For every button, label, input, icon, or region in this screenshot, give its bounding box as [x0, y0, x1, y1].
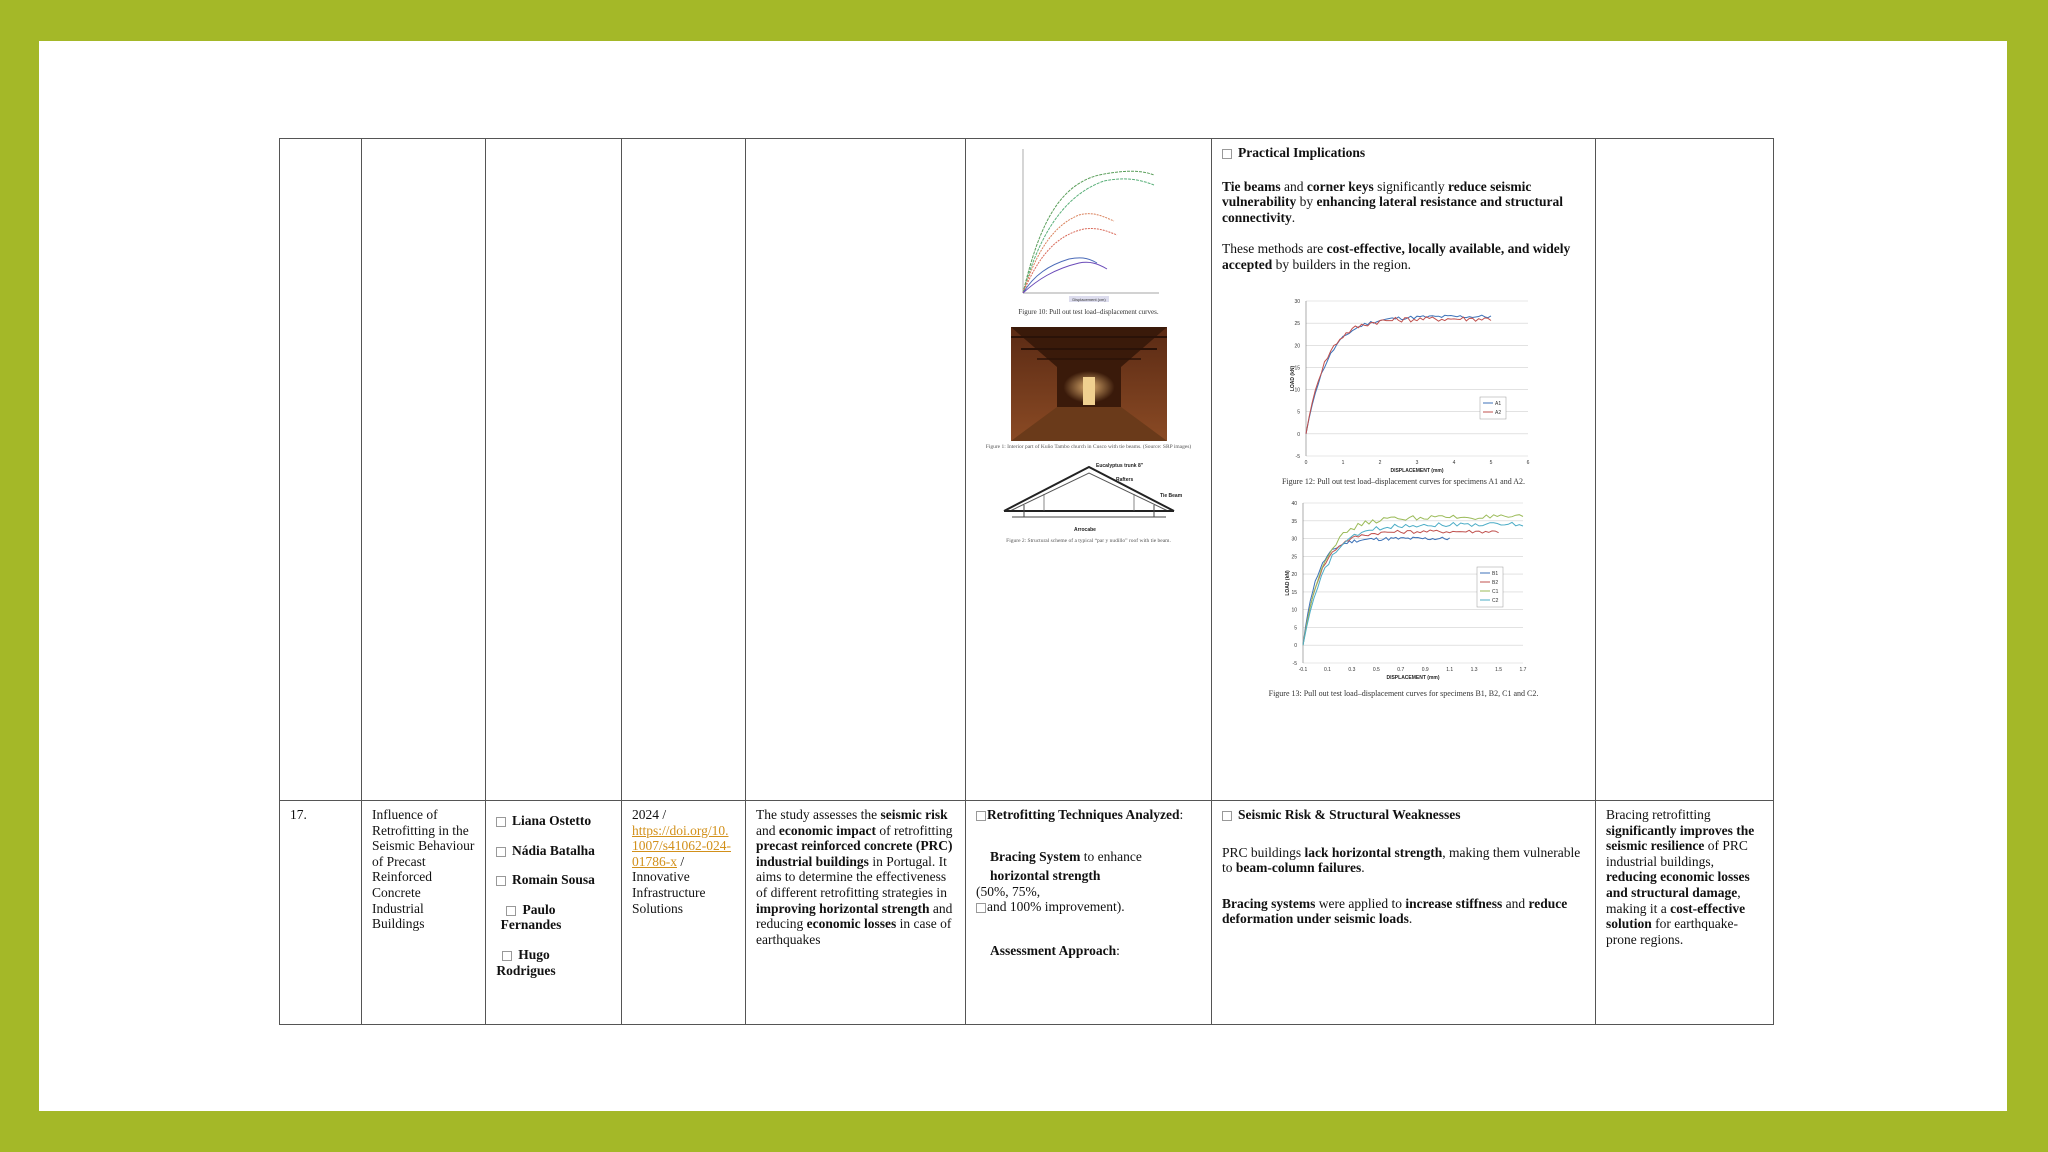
- y-tick-label: 20: [1293, 342, 1300, 349]
- doi-separator: /: [677, 853, 685, 869]
- cell-authors: [486, 139, 622, 801]
- roof-label-tie-beam: Tie Beam: [1159, 493, 1182, 499]
- methods-heading: Retrofitting Techniques Analyzed: [987, 807, 1180, 822]
- x-tick-label: 2: [1378, 459, 1381, 466]
- series-line-A2: [1306, 316, 1491, 433]
- figure-1-caption: Figure 1: Interior part of Kuño Tambo church in Cusco with tie beams. (Source: SRP images): [985, 444, 1192, 450]
- checkbox-icon: [502, 951, 512, 961]
- legend-entry: B2: [1491, 579, 1498, 586]
- checkbox-icon: [976, 811, 986, 821]
- cell-methods-figures: [966, 139, 1212, 801]
- y-tick-label: 5: [1293, 625, 1297, 632]
- y-tick-label: 20: [1290, 571, 1297, 578]
- church-interior-photo: [1011, 327, 1167, 441]
- seismic-risk-heading: Seismic Risk & Structural Weaknesses: [1238, 807, 1461, 822]
- checkbox-icon: [496, 876, 506, 886]
- y-tick-label: 25: [1290, 553, 1297, 560]
- y-tick-label: -5: [1295, 453, 1300, 460]
- checkbox-icon: [496, 817, 506, 827]
- legend-entry: A1: [1494, 400, 1501, 407]
- x-tick-label: 1: [1341, 459, 1344, 466]
- y-tick-label: 5: [1296, 409, 1300, 416]
- x-tick-label: 0.5: [1372, 666, 1380, 673]
- y-tick-label: 35: [1290, 518, 1297, 525]
- checkbox-icon: [506, 906, 516, 916]
- x-axis-label: DISPLACEMENT (mm): [1389, 467, 1444, 474]
- cell-number: [280, 139, 362, 801]
- publication-info: [622, 801, 746, 1025]
- legend-entry: A2: [1494, 409, 1501, 416]
- y-axis-label: LOAD (kN): [1284, 569, 1291, 596]
- objective-text: The study assesses the seismic risk and economic impact of retrofitting precast reinforced concrete (PRC) industrial buildings in Portugal. It aims to determine the effectiveness of different retrofitting strategies in improving horizontal strength and reducing economic losses in case of earthquakes: [746, 801, 966, 1025]
- x-tick-label: -0.1: [1298, 666, 1307, 673]
- checkbox-icon: [1222, 149, 1232, 159]
- x-tick-label: 1.7: [1519, 666, 1526, 673]
- x-tick-label: 4: [1452, 459, 1455, 466]
- series-line-B1: [1303, 537, 1450, 645]
- legend-entry: C1: [1491, 588, 1498, 595]
- figure-10-xlabel: Displacement (cm): [1071, 297, 1106, 302]
- y-tick-label: 30: [1293, 298, 1300, 305]
- implications-paragraph-2: These methods are cost-effective, locally available, and widely accepted by builders in the region.: [1222, 241, 1571, 272]
- practical-implications-heading: Practical Implications: [1238, 145, 1366, 160]
- journal-name: Innovative Infrastructure Solutions: [632, 869, 706, 916]
- checkbox-icon: [976, 903, 986, 913]
- x-tick-label: 0.1: [1323, 666, 1331, 673]
- x-tick-label: 1.5: [1494, 666, 1502, 673]
- figure-10-chart: [1009, 145, 1169, 305]
- conclusion-text: Bracing retrofitting significantly improves the seismic resilience of PRC industrial buildings, reducing economic losses and structural damage, making it a cost-effective solution for earthquake-prone regions.: [1596, 801, 1774, 1025]
- y-tick-label: 10: [1293, 387, 1300, 394]
- y-tick-label: 40: [1290, 500, 1297, 507]
- cell-findings: [1212, 139, 1596, 801]
- y-tick-label: 30: [1290, 536, 1297, 543]
- y-tick-label: 0: [1293, 642, 1297, 649]
- implications-paragraph-1: Tie beams and corner keys significantly reduce seismic vulnerability by enhancing lateral resistance and structural connectivity.: [1222, 178, 1564, 225]
- roof-label-arrocabe: Arrocabe: [1073, 527, 1096, 533]
- legend-box: [1480, 397, 1506, 419]
- y-tick-label: 15: [1290, 589, 1297, 596]
- legend-entry: B1: [1491, 570, 1498, 577]
- paper-title: Influence of Retrofitting in the Seismic Behaviour of Precast Reinforced Concrete Industrial Buildings: [362, 801, 486, 1025]
- x-tick-label: 0.9: [1421, 666, 1429, 673]
- author-5: Hugo Rodrigues: [496, 946, 556, 978]
- x-tick-label: 3: [1415, 459, 1418, 466]
- author-1: Liana Ostetto: [512, 813, 592, 828]
- y-tick-label: 0: [1296, 431, 1300, 438]
- cell-title: [362, 139, 486, 801]
- series-line-A1: [1306, 315, 1491, 434]
- y-tick-label: -5: [1292, 660, 1297, 667]
- x-axis-label: DISPLACEMENT (mm): [1385, 674, 1440, 681]
- roof-label-rafters: Rafters: [1115, 477, 1133, 483]
- author-4: Paulo Fernandes: [500, 901, 562, 933]
- figure-2-caption: Figure 2: Structural scheme of a typical “par y nudillo” roof with tie beam.: [1006, 538, 1171, 544]
- cell-year: [622, 139, 746, 801]
- y-tick-label: 25: [1293, 320, 1300, 327]
- x-tick-label: 1.1: [1445, 666, 1453, 673]
- x-tick-label: 0.3: [1347, 666, 1355, 673]
- checkbox-icon: [1222, 811, 1232, 821]
- x-tick-label: 5: [1489, 459, 1492, 466]
- slide: [39, 41, 2007, 1111]
- checkbox-icon: [496, 847, 506, 857]
- x-tick-label: 1.3: [1470, 666, 1478, 673]
- table-row: [280, 139, 1774, 801]
- y-tick-label: 15: [1293, 364, 1300, 371]
- author-3: Romain Sousa: [512, 872, 595, 888]
- roof-scheme-diagram: [994, 459, 1184, 535]
- row-number: 17.: [280, 801, 362, 1025]
- author-2: Nádia Batalha: [512, 842, 595, 858]
- figure-13-caption: Figure 13: Pull out test load–displacement curves for specimens B1, B2, C1 and C2.: [1268, 688, 1539, 698]
- doi-link[interactable]: https://doi.org/10.1007/s41062-024-01786-x: [632, 822, 731, 869]
- publication-year: 2024 /: [632, 807, 667, 822]
- authors-list: [486, 801, 622, 1025]
- cell-conclusion: [1596, 139, 1774, 801]
- cell-objective: [746, 139, 966, 801]
- figure-13-chart: [1279, 497, 1529, 687]
- figure-12-chart: [1284, 295, 1529, 475]
- figure-12-caption: Figure 12: Pull out test load–displacement curves for specimens A1 and A2.: [1281, 476, 1526, 486]
- y-axis-label: LOAD (kN): [1289, 365, 1296, 391]
- figure-10-caption: Figure 10: Pull out test load–displacement curves.: [1018, 308, 1159, 316]
- findings-text: Seismic Risk & Structural Weaknesses PRC buildings lack horizontal strength, making them vulnerable to beam-column failures. Bracing systems were applied to increase stiffness and reduce deformation under seismic loads.: [1212, 801, 1596, 1025]
- literature-table: [279, 138, 1774, 1025]
- y-tick-label: 10: [1290, 607, 1297, 614]
- x-tick-label: 0.7: [1396, 666, 1404, 673]
- table-row: [280, 801, 1774, 1025]
- x-tick-label: 6: [1526, 459, 1529, 466]
- series-line-B2: [1303, 530, 1499, 645]
- roof-label-trunk: Eucalyptus trunk 8": [1095, 463, 1143, 469]
- methods-text: Retrofitting Techniques Analyzed: Bracing System to enhance horizontal strength (50%, 75%, and 100% improvement). Assessment Approach:: [966, 801, 1212, 1025]
- legend-entry: C2: [1491, 597, 1498, 604]
- x-tick-label: 0: [1304, 459, 1307, 466]
